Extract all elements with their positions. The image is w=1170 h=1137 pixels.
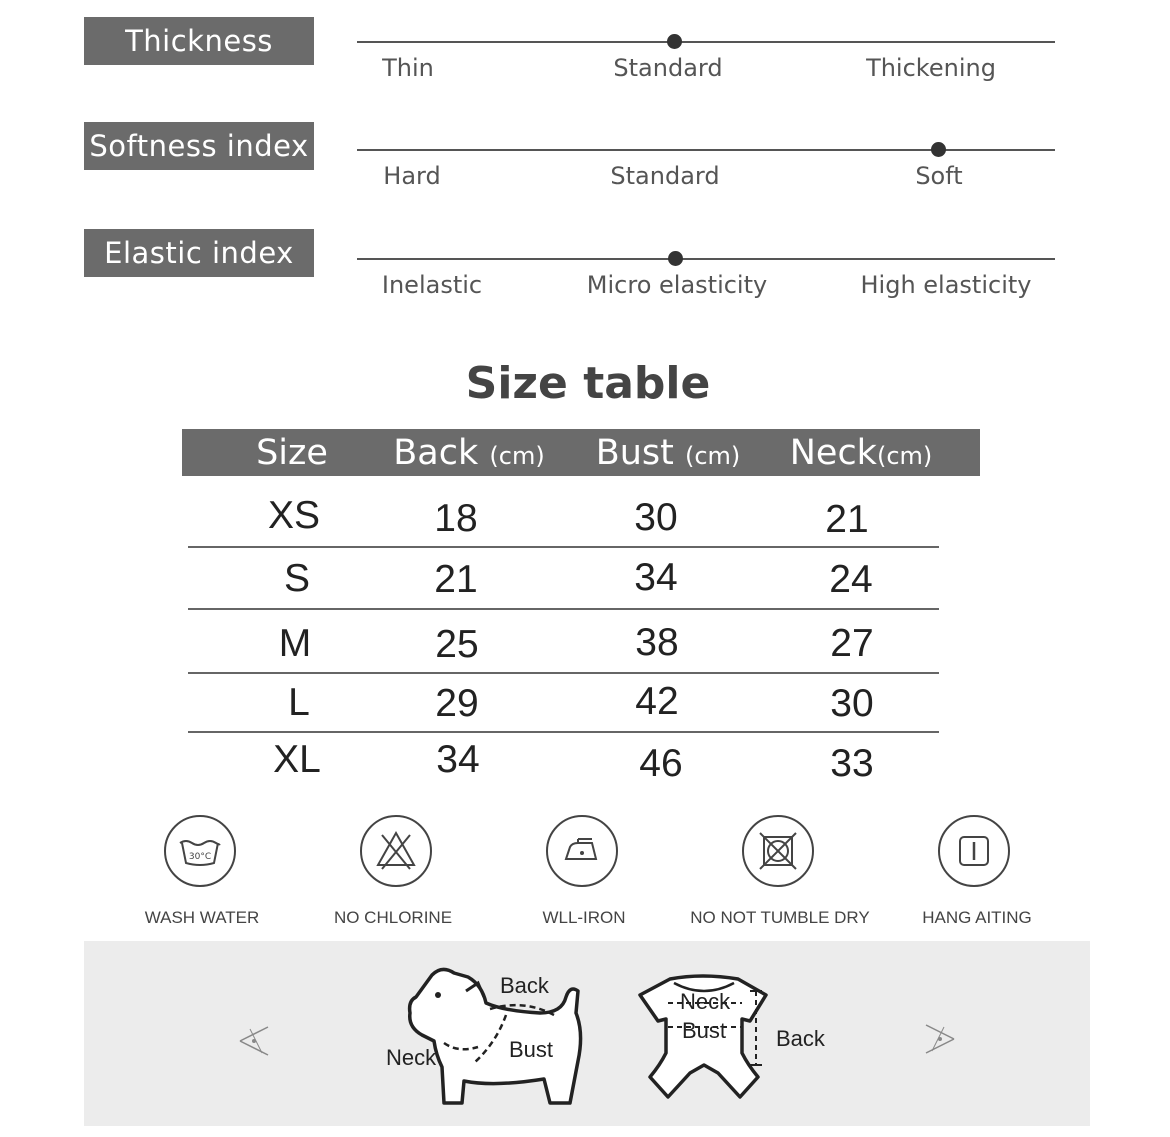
garment-label-back: Back	[776, 1026, 825, 1051]
row-divider	[188, 672, 939, 674]
softness-option-standard: Standard	[610, 162, 720, 190]
measurement-panel	[84, 941, 1090, 1126]
row-divider	[188, 546, 939, 548]
elastic-index-marker	[668, 251, 683, 266]
elastic-index-track	[357, 258, 1055, 260]
cell-neck: 21	[825, 498, 869, 541]
arrow-right-icon	[920, 1019, 960, 1059]
header-back: Back (cm)	[393, 433, 545, 473]
arrow-left-icon	[234, 1021, 274, 1061]
cell-bust: 38	[635, 621, 679, 664]
cell-bust: 34	[634, 556, 678, 599]
no-chlorine-icon	[360, 815, 432, 887]
thickness-option-standard: Standard	[613, 54, 723, 82]
dog-label-bust: Bust	[509, 1037, 554, 1062]
dog-label-neck: Neck	[386, 1045, 437, 1070]
cell-neck: 30	[830, 682, 874, 725]
wash-temp-text: 30°C	[188, 852, 212, 862]
cell-back: 25	[435, 623, 479, 666]
cell-neck: 24	[829, 558, 873, 601]
size-table-title: Size table	[465, 358, 711, 409]
thickness-index-track	[357, 41, 1055, 43]
care-label-iron: WLL-IRON	[542, 908, 626, 927]
wash-30-icon	[164, 815, 236, 887]
thickness-option-thickening: Thickening	[866, 54, 996, 82]
row-divider	[188, 608, 939, 610]
elastic-option-inelastic: Inelastic	[381, 271, 483, 299]
softness-option-hard: Hard	[383, 162, 441, 190]
cell-neck: 33	[830, 742, 874, 785]
dog-label-back: Back	[500, 973, 549, 998]
size-table-header	[182, 429, 980, 476]
no-tumble-dry-icon	[742, 815, 814, 887]
thickness-index-label: Thickness index	[84, 17, 314, 65]
hang-dry-icon	[938, 815, 1010, 887]
softness-index-marker	[931, 142, 946, 157]
softness-index-track	[357, 149, 1055, 151]
softness-index-label: Softness index	[84, 122, 314, 170]
cell-size: S	[283, 557, 311, 600]
elastic-option-micro: Micro elasticity	[586, 271, 768, 299]
care-label-hang: HANG AITING	[922, 908, 1032, 927]
header-size: Size	[256, 433, 328, 473]
softness-option-soft: Soft	[915, 162, 963, 190]
care-label-wash: WASH WATER	[144, 908, 260, 927]
thickness-option-thin: Thin	[382, 54, 434, 82]
cell-back: 34	[436, 738, 480, 781]
cell-back: 21	[434, 558, 478, 601]
cell-back: 18	[434, 497, 478, 540]
header-neck: Neck(cm)	[789, 433, 933, 473]
thickness-index-marker	[667, 34, 682, 49]
care-label-no-chlorine: NO CHLORINE	[333, 908, 453, 927]
care-label-no-tumble: NO NOT TUMBLE DRY	[690, 908, 870, 927]
cell-back: 29	[435, 682, 479, 725]
elastic-option-high: High elasticity	[860, 271, 1032, 299]
iron-icon	[546, 815, 618, 887]
cell-size: L	[288, 681, 310, 724]
elastic-index-label: Elastic index	[84, 229, 314, 277]
cell-size: M	[278, 622, 312, 665]
garment-label-neck: Neck	[680, 989, 731, 1014]
header-bust: Bust (cm)	[595, 433, 741, 473]
garment-label-bust: Bust	[682, 1018, 727, 1043]
cell-bust: 30	[634, 496, 678, 539]
cell-size: XL	[273, 738, 321, 781]
cell-bust: 46	[639, 742, 683, 785]
row-divider	[188, 731, 939, 733]
cell-bust: 42	[635, 680, 679, 723]
cell-neck: 27	[830, 622, 874, 665]
cell-size: XS	[267, 494, 321, 537]
